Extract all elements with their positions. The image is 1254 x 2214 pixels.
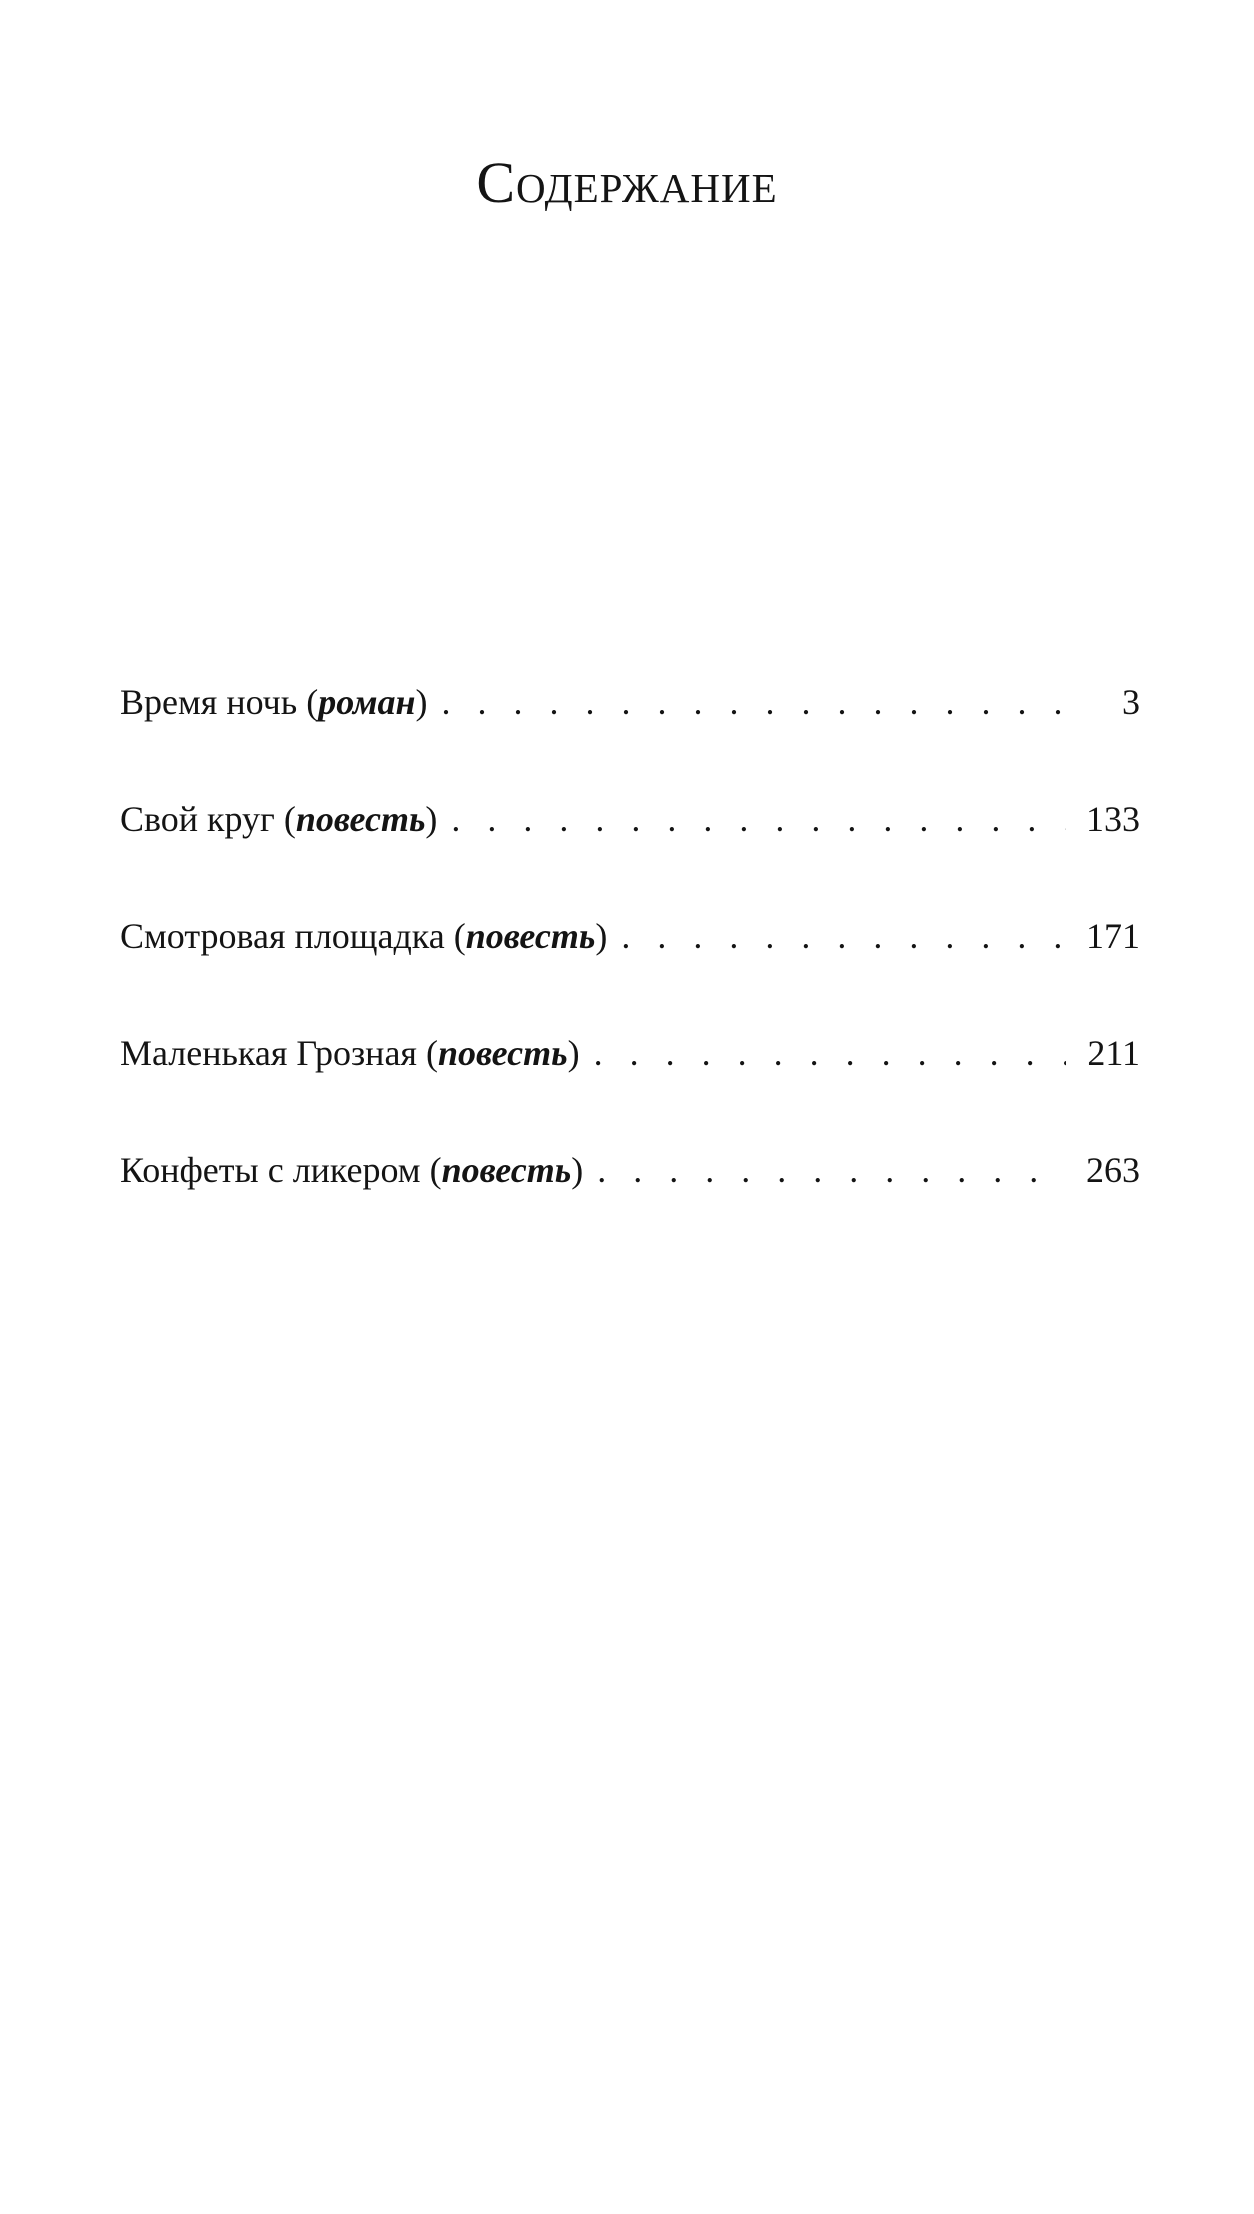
- toc-entry-page-number: 171: [1086, 916, 1140, 956]
- toc-entry: [120, 680, 1140, 797]
- dot-leader: [621, 914, 1066, 958]
- toc-entry-page-number: 211: [1087, 1033, 1140, 1073]
- toc-entry: [120, 1148, 1140, 1265]
- toc-entry-genre: роман: [318, 682, 416, 722]
- toc-entry-title: Смотровая площадка (повесть): [120, 916, 608, 956]
- toc-entry-page-number: 3: [1122, 682, 1140, 722]
- toc-entry-genre: повесть: [465, 916, 596, 956]
- dot-leader: [441, 680, 1066, 724]
- toc-entry-title: Конфеты с ликером (повесть): [120, 1150, 584, 1190]
- toc-entry-genre: повесть: [441, 1150, 572, 1190]
- toc-entry-page-number: 263: [1086, 1150, 1140, 1190]
- toc-entry: [120, 797, 1140, 914]
- toc-entry-title: Свой круг (повесть): [120, 799, 438, 839]
- toc-entry: [120, 1031, 1140, 1148]
- dot-leader: [451, 797, 1066, 841]
- toc-entry-title: Время ночь (роман): [120, 682, 428, 722]
- toc-entry-genre: повесть: [437, 1033, 568, 1073]
- toc-entry-page-number: 133: [1086, 799, 1140, 839]
- toc-entry-title: Маленькая Грозная (повесть): [120, 1033, 580, 1073]
- dot-leader: [597, 1148, 1066, 1192]
- table-of-contents: [120, 680, 1140, 1265]
- toc-entry-genre: повесть: [295, 799, 426, 839]
- toc-entry: [120, 914, 1140, 1031]
- dot-leader: [594, 1031, 1066, 1075]
- page-title: Содержание: [476, 150, 778, 215]
